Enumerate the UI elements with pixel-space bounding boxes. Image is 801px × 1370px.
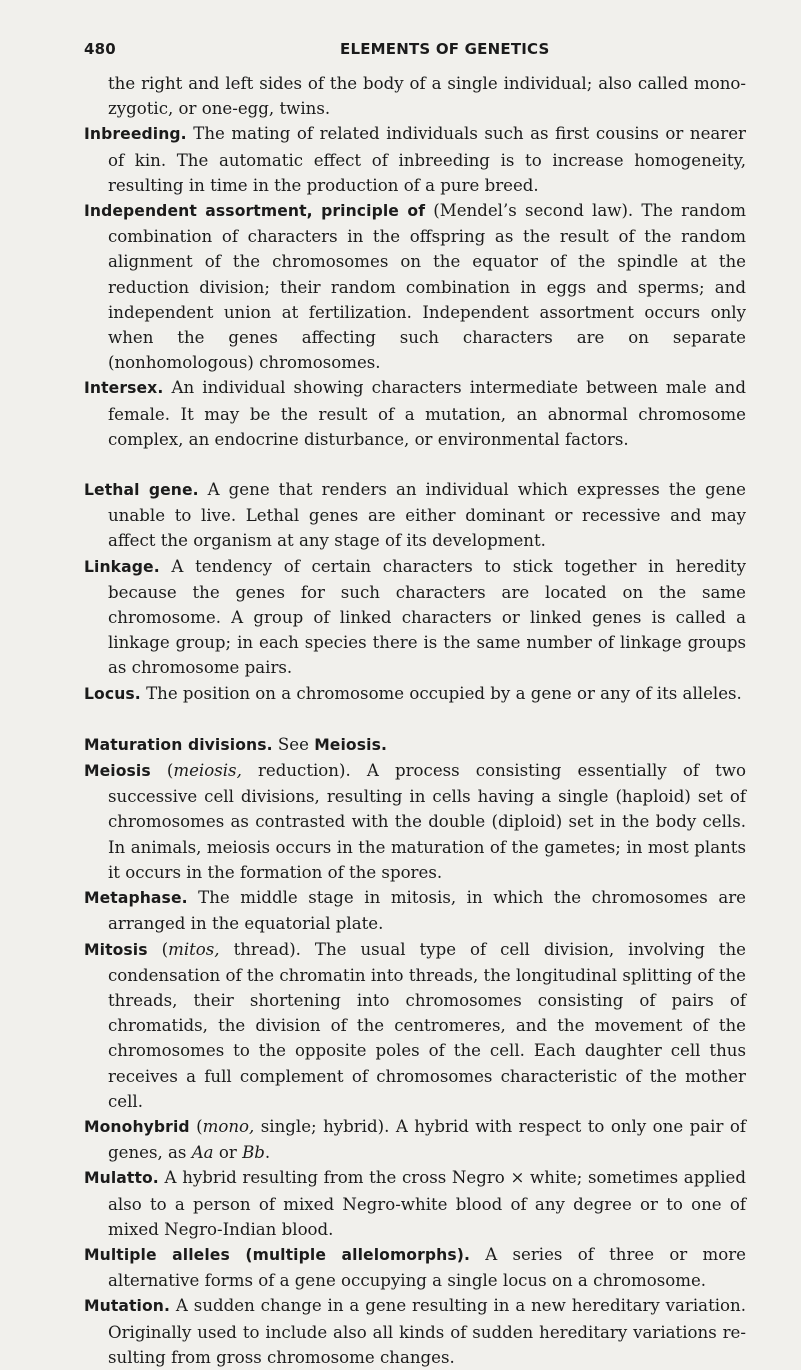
entry-definition: A tendency of certain characters to stick together in heredity because the genes for such characters are located on the same chromosome. A group of linked characters or linked genes is called a linkage group; in each species there is the same number of linkage groups as chromosome pairs.: [108, 556, 746, 678]
glossary-entry-independent-assortment: [84, 198, 746, 375]
continued-entry: [84, 71, 746, 121]
entry-term: Multiple alleles (multiple allelomorphs).: [84, 1245, 471, 1264]
conjunction: or: [213, 1143, 243, 1163]
entry-definition: The mating of related individuals such as first cousins or nearer of kin. The automatic effect of inbreeding is to increase homogeneity, resulting in time in the production of a pure breed.: [108, 124, 746, 195]
entry-definition: The middle stage in mitosis, in which the chromosomes are arranged in the equatorial plate.: [108, 888, 746, 934]
glossary-entry-linkage: [84, 554, 746, 681]
entry-term: Metaphase.: [84, 889, 188, 908]
entry-definition: A hybrid resulting from the cross Negro × white; sometimes applied also to a person of mixed Negro-white blood of any degree or to one of mixed Negro-Indian blood.: [108, 1168, 746, 1239]
running-title: ELEMENTS OF GENETICS: [340, 40, 550, 58]
paren-open: (: [150, 761, 174, 781]
entry-definition: A gene that renders an individual which expresses the gene unable to live. Lethal genes are either dominant or recessive and may affect the organism at any stage of its development.: [108, 480, 746, 551]
glossary-entry-maturation-divisions: [84, 732, 746, 758]
entry-definition: thread). The usual type of cell division, involving the condensation of the chromatin into threads, the longitudinal splitting of the threads, their shortening into chromosomes consisting of pairs of chromatids, the division of the centromeres, and the movement of the chromosomes to the opposite poles of the cell. Each daughter cell thus receives a full complement of chromosomes characteristic of the mother cell.: [108, 939, 746, 1111]
paren-open: (: [189, 1116, 203, 1136]
entry-term: Mitosis: [84, 940, 148, 959]
entry-term: Independent assortment, principle of: [84, 202, 426, 221]
page-number: 480: [84, 40, 116, 58]
entry-term: Maturation divisions.: [84, 735, 273, 754]
etymology: meiosis,: [173, 761, 242, 781]
cross-reference: Meiosis.: [314, 735, 387, 754]
glossary-entry-meiosis: [84, 758, 746, 885]
glossary-body: [84, 71, 746, 1370]
glossary-entry-mutation: [84, 1293, 746, 1370]
glossary-entry-mitosis: [84, 937, 746, 1114]
entry-definition: reduction). A process consisting essentially of two successive cell divisions, resulting in cells having a single (haploid) set of chromosomes as contrasted with the double (diploid) set in the body cells. In animals, meiosis occurs in the maturation of the gametes; in most plants it occurs in the formation of the spores.: [108, 761, 747, 882]
entry-definition: The position on a chromosome occupied by a gene or any of its alleles.: [140, 683, 742, 703]
genotype-example: Aa: [191, 1143, 214, 1163]
running-header: [84, 40, 744, 64]
see-prefix: See: [272, 734, 315, 754]
genotype-example: Bb: [242, 1143, 265, 1163]
etymology: mono,: [202, 1116, 255, 1136]
entry-definition: A series of three or more alternative forms of a gene occupying a single locus on a chromosome.: [108, 1244, 746, 1291]
entry-term: Linkage.: [84, 557, 160, 576]
paren-open: (: [147, 939, 169, 959]
glossary-entry-multiple-alleles: [84, 1242, 746, 1293]
glossary-entry-inbreeding: [84, 121, 746, 198]
entry-term: Mutation.: [84, 1297, 171, 1316]
entry-term: Inbreeding.: [84, 125, 187, 144]
continued-text: the right and left sides of the body of a single individual; also called monozygotic, or one-egg, twins.: [108, 74, 746, 119]
etymology: mitos,: [168, 939, 220, 959]
glossary-entry-metaphase: [84, 885, 746, 936]
glossary-entry-monohybrid: [84, 1114, 746, 1165]
entry-definition: A sudden change in a gene resulting in a new hereditary variation. Originally used to include also all kinds of sudden hereditary variations resulting from gross chromosome changes.: [108, 1296, 746, 1367]
entry-term: Intersex.: [84, 379, 164, 398]
entry-term: Lethal gene.: [84, 481, 199, 500]
period: .: [264, 1143, 271, 1163]
entry-term: Mulatto.: [84, 1169, 159, 1188]
glossary-entry-intersex: [84, 375, 746, 452]
entry-definition: single; hybrid). A hybrid with respect to only one pair of genes, as: [108, 1116, 746, 1163]
glossary-entry-locus: [84, 681, 746, 707]
entry-term: Monohybrid: [84, 1117, 190, 1136]
entry-term: Locus.: [84, 684, 141, 703]
glossary-entry-mulatto: [84, 1165, 746, 1242]
entry-term: Meiosis: [84, 762, 151, 781]
glossary-entry-lethal-gene: [84, 477, 746, 554]
entry-definition: (Mendel’s second law). The random combination of characters in the offspring as the result of the random alignment of the chromosomes on the equator of the spindle at the reduction division; their random combination in eggs and sperms; and independent union at fertilization. Independent assortment occurs only when the genes affecting such characters are on separate (nonhomologous) chromosomes.: [108, 201, 746, 373]
entry-definition: An individual showing characters intermediate between male and female. It may be the result of a mutation, an abnormal chromosome complex, an endocrine disturbance, or environmental factors.: [108, 378, 746, 449]
